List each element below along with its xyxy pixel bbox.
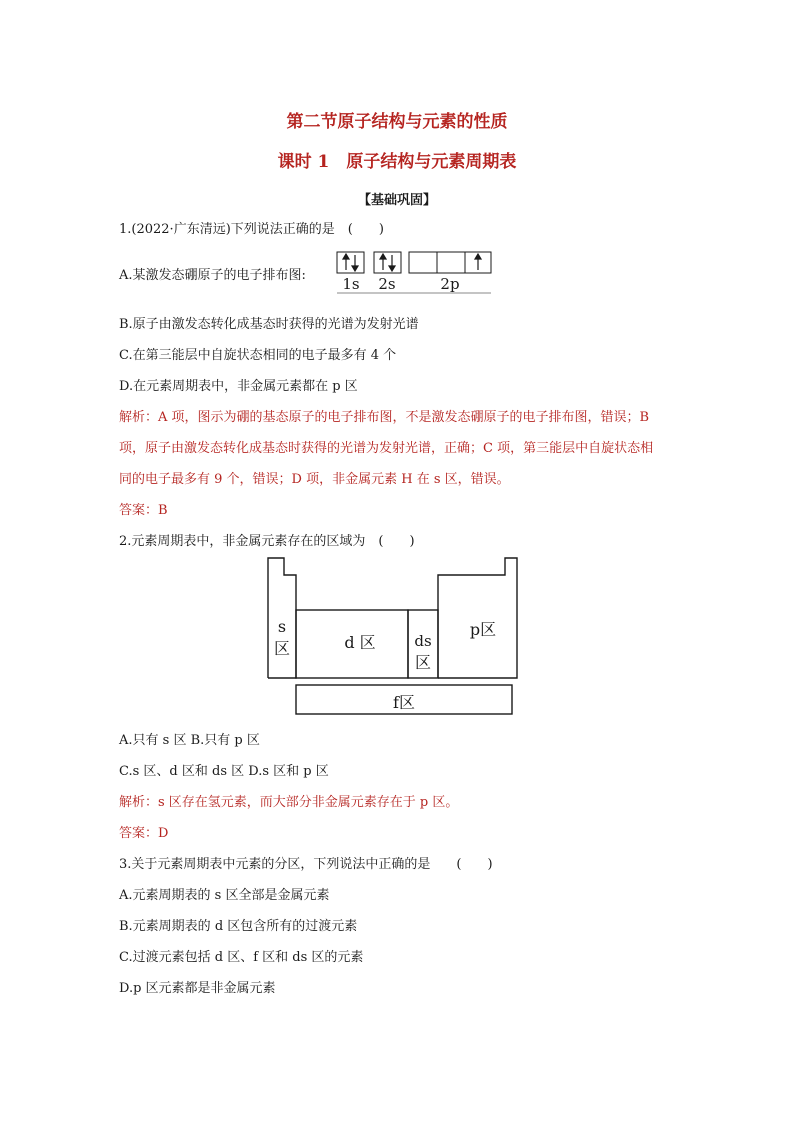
q2-answer: 答案：D: [119, 826, 169, 841]
q1-analysis-line3: 同的电子最多有 9 个，错误；D 项，非金属元素 H 在 s 区，错误。: [119, 472, 510, 487]
orbital-label-1s: 1s: [342, 275, 360, 293]
q1-option-a: A.某激发态硼原子的电子排布图:: [119, 268, 306, 283]
section-heading: 【基础巩固】: [357, 193, 436, 208]
q2-options-cd: C.s 区、d 区和 ds 区 D.s 区和 p 区: [119, 764, 329, 779]
q3-option-d: D.p 区元素都是非金属元素: [119, 981, 276, 996]
q1-option-c: C.在第三能层中自旋状态相同的电子最多有 4 个: [119, 348, 397, 363]
q1-answer: 答案：B: [119, 503, 168, 518]
q2-options-ab: A.只有 s 区 B.只有 p 区: [119, 733, 260, 748]
q2-stem: 2.元素周期表中，非金属元素存在的区域为 ( ): [119, 534, 415, 549]
q3-option-c: C.过渡元素包括 d 区、f 区和 ds 区的元素: [119, 950, 364, 965]
q1-option-b: B.原子由激发态转化成基态时获得的光谱为发射光谱: [119, 317, 419, 332]
q1-analysis-line1: 解析：A 项，图示为硼的基态原子的电子排布图，不是激发态硼原子的电子排布图，错误；B: [119, 410, 650, 425]
q3-option-b: B.元素周期表的 d 区包含所有的过渡元素: [119, 919, 358, 934]
ds-block-label-2: 区: [414, 653, 432, 672]
s-block-label-2: 区: [273, 639, 291, 658]
periodic-table-blocks-diagram: [265, 555, 519, 717]
page-title: 第二节原子结构与元素的性质: [286, 112, 508, 132]
q1-stem: 1.(2022·广东清远)下列说法正确的是 ( ): [119, 222, 384, 237]
q3-option-a: A.元素周期表的 s 区全部是金属元素: [119, 888, 330, 903]
orbital-diagram: [334, 250, 494, 296]
q1-option-d: D.在元素周期表中，非金属元素都在 p 区: [119, 379, 358, 394]
s-block-label-1: s: [277, 617, 287, 636]
q2-analysis: 解析：s 区存在氢元素，而大部分非金属元素存在于 p 区。: [119, 795, 459, 810]
q1-analysis-line2: 项，原子由激发态转化成基态时获得的光谱为发射光谱，正确；C 项，第三能层中自旋状态相: [119, 441, 654, 456]
f-block-label: f区: [393, 693, 415, 712]
orbital-label-2p: 2p: [440, 275, 460, 293]
p-block-outline: [438, 558, 517, 678]
ds-block-label-1: ds: [414, 632, 432, 650]
d-block-label: d 区: [344, 633, 376, 652]
p-block-label: p区: [469, 620, 497, 639]
lesson-title: 课时 1 原子结构与元素周期表: [277, 152, 517, 172]
orbital-label-2s: 2s: [378, 275, 396, 293]
q3-stem: 3.关于元素周期表中元素的分区，下列说法中正确的是 ( ): [119, 857, 493, 872]
